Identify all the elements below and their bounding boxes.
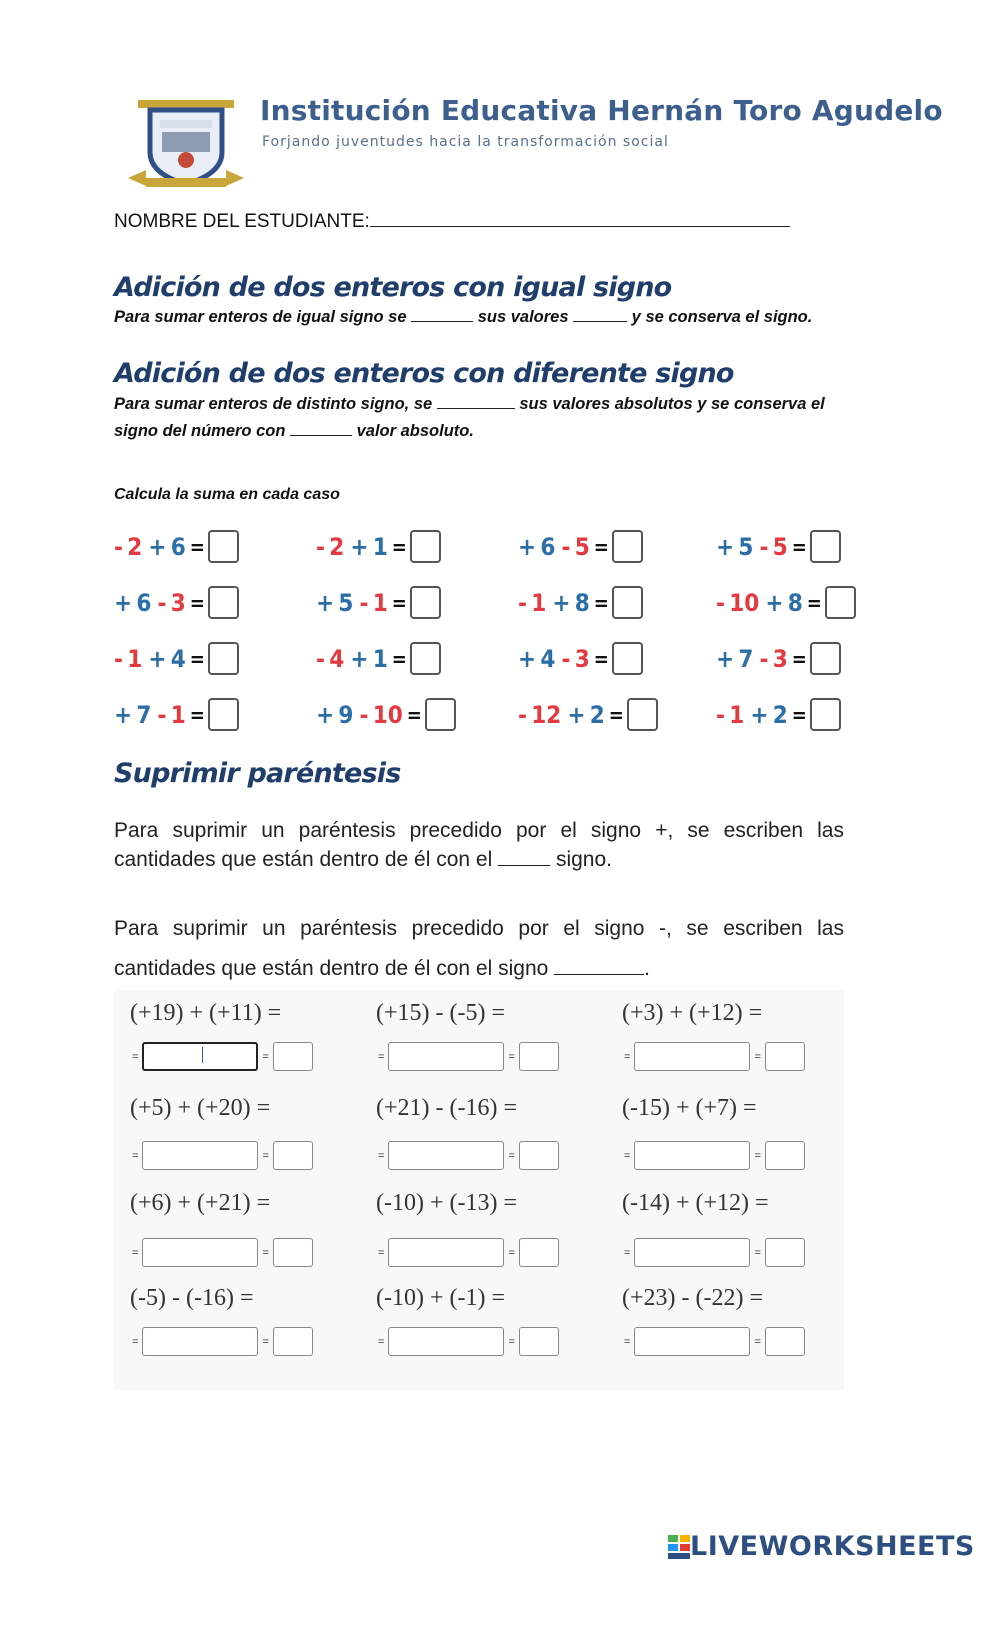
sum-term: + 4 xyxy=(148,644,186,673)
equals-sign: = xyxy=(806,590,822,615)
sum-exercise xyxy=(316,586,441,619)
sum-term: + 4 xyxy=(518,644,556,673)
equals-sign: = xyxy=(189,702,205,727)
equals-sign: = xyxy=(508,1050,515,1063)
answer-box[interactable] xyxy=(627,698,658,731)
answer-row xyxy=(374,1238,559,1267)
expanded-answer-input[interactable] xyxy=(142,1327,258,1356)
result-answer-input[interactable] xyxy=(765,1042,805,1071)
sum-term: + 7 xyxy=(716,644,754,673)
equals-sign: = xyxy=(593,534,609,559)
sum-term: + 8 xyxy=(765,588,803,617)
sum-exercise xyxy=(114,642,239,675)
answer-row xyxy=(128,1327,313,1356)
sum-exercise xyxy=(716,530,841,563)
answer-row xyxy=(128,1042,313,1071)
section2-title: Adición de dos enteros con diferente signo xyxy=(114,358,734,389)
parenthesis-expression: (+5) + (+20) = xyxy=(130,1095,271,1121)
expanded-answer-input[interactable] xyxy=(634,1327,750,1356)
answer-row xyxy=(128,1141,313,1170)
equals-sign: = xyxy=(508,1246,515,1259)
sum-exercise xyxy=(316,698,456,731)
sum-exercise xyxy=(518,698,658,731)
section3-title: Suprimir paréntesis xyxy=(114,758,401,789)
expanded-answer-input[interactable] xyxy=(388,1238,504,1267)
result-answer-input[interactable] xyxy=(765,1327,805,1356)
expanded-answer-input[interactable] xyxy=(634,1042,750,1071)
blank-2[interactable] xyxy=(573,307,627,322)
student-name-field xyxy=(114,210,790,233)
section3-para2-a: Para suprimir un paréntesis precedido por el signo -, se escriben las cantidades que están dentro de él con el signo xyxy=(114,917,844,980)
answer-box[interactable] xyxy=(810,530,841,563)
equals-sign: = xyxy=(624,1246,631,1259)
section1-text-a: Para sumar enteros de igual signo se xyxy=(114,308,412,326)
parenthesis-expression: (-15) + (+7) = xyxy=(622,1095,757,1121)
sum-term: - 2 xyxy=(114,532,143,561)
section3-para1-b: signo. xyxy=(550,848,612,871)
sum-term: - 12 xyxy=(518,700,562,729)
sum-exercise xyxy=(316,530,441,563)
equals-sign: = xyxy=(593,590,609,615)
answer-box[interactable] xyxy=(612,530,643,563)
equals-sign: = xyxy=(791,702,807,727)
answer-row xyxy=(374,1042,559,1071)
expanded-answer-input[interactable] xyxy=(142,1042,258,1071)
result-answer-input[interactable] xyxy=(273,1141,313,1170)
section1-text-b: sus valores xyxy=(473,308,574,326)
equals-sign: = xyxy=(189,534,205,559)
equals-sign: = xyxy=(378,1335,385,1348)
result-answer-input[interactable] xyxy=(765,1141,805,1170)
parenthesis-expression: (+19) + (+11) = xyxy=(130,1000,282,1026)
equals-sign: = xyxy=(624,1335,631,1348)
section2-text-d: valor absoluto. xyxy=(352,422,474,440)
parenthesis-expression: (-10) + (-13) = xyxy=(376,1190,518,1216)
answer-row xyxy=(620,1327,805,1356)
sum-term: + 1 xyxy=(350,644,388,673)
answer-box[interactable] xyxy=(612,586,643,619)
sum-term: - 5 xyxy=(561,532,590,561)
parenthesis-expression: (-14) + (+12) = xyxy=(622,1190,769,1216)
sum-term: - 1 xyxy=(359,588,388,617)
sum-term: + 9 xyxy=(316,700,354,729)
institution-motto: Forjando juventudes hacia la transformación social xyxy=(262,134,669,150)
equals-sign: = xyxy=(132,1335,139,1348)
sum-exercise xyxy=(716,642,841,675)
answer-box[interactable] xyxy=(825,586,856,619)
equals-sign: = xyxy=(754,1149,761,1162)
equals-sign: = xyxy=(132,1149,139,1162)
result-answer-input[interactable] xyxy=(765,1238,805,1267)
student-name-line[interactable] xyxy=(370,210,790,227)
sum-exercise xyxy=(716,586,856,619)
liveworksheets-logo-icon xyxy=(668,1535,690,1559)
sum-exercise xyxy=(114,586,239,619)
sum-exercise xyxy=(114,698,239,731)
sum-term: - 10 xyxy=(716,588,760,617)
answer-row xyxy=(620,1042,805,1071)
section1-text-c: y se conserva el signo. xyxy=(627,308,813,326)
student-name-label: NOMBRE DEL ESTUDIANTE: xyxy=(114,211,370,232)
sum-term: - 3 xyxy=(561,644,590,673)
parenthesis-expression: (-5) - (-16) = xyxy=(130,1285,254,1311)
answer-row xyxy=(374,1141,559,1170)
section2-text-line2 xyxy=(114,421,474,441)
result-answer-input[interactable] xyxy=(273,1327,313,1356)
institution-name: Institución Educativa Hernán Toro Agudelo xyxy=(260,94,943,127)
sum-exercise xyxy=(316,642,441,675)
sum-term: - 1 xyxy=(157,700,186,729)
equals-sign: = xyxy=(189,646,205,671)
sum-term: + 6 xyxy=(518,532,556,561)
answer-box[interactable] xyxy=(208,586,239,619)
answer-box[interactable] xyxy=(810,698,841,731)
answer-box[interactable] xyxy=(208,698,239,731)
equals-sign: = xyxy=(378,1149,385,1162)
section2-text-line1 xyxy=(114,394,825,414)
sum-exercise xyxy=(518,530,643,563)
equals-sign: = xyxy=(262,1335,269,1348)
sum-term: + 5 xyxy=(716,532,754,561)
sum-term: - 1 xyxy=(114,644,143,673)
expanded-answer-input[interactable] xyxy=(142,1141,258,1170)
section2-text-a: Para sumar enteros de distinto signo, se xyxy=(114,395,437,413)
sum-exercise xyxy=(716,698,841,731)
equals-sign: = xyxy=(754,1335,761,1348)
equals-sign: = xyxy=(262,1246,269,1259)
sum-exercise xyxy=(114,530,239,563)
section3-para1-a: Para suprimir un paréntesis precedido por el signo +, se escriben las cantidades que están dentro de él con el xyxy=(114,819,844,871)
answer-box[interactable] xyxy=(410,586,441,619)
section3-para2-b: . xyxy=(644,957,650,980)
result-answer-input[interactable] xyxy=(273,1042,313,1071)
sum-term: - 3 xyxy=(759,644,788,673)
section3-paragraph1 xyxy=(114,816,844,874)
sum-term: - 2 xyxy=(316,532,345,561)
parenthesis-expression: (+15) - (-5) = xyxy=(376,1000,506,1026)
equals-sign: = xyxy=(624,1050,631,1063)
answer-row xyxy=(620,1238,805,1267)
result-answer-input[interactable] xyxy=(519,1327,559,1356)
sum-term: - 1 xyxy=(518,588,547,617)
sum-term: + 2 xyxy=(567,700,605,729)
parenthesis-expression: (+3) + (+12) = xyxy=(622,1000,763,1026)
parenthesis-expression: (-10) + (-1) = xyxy=(376,1285,506,1311)
equals-sign: = xyxy=(391,590,407,615)
equals-sign: = xyxy=(593,646,609,671)
expanded-answer-input[interactable] xyxy=(634,1238,750,1267)
answer-box[interactable] xyxy=(208,642,239,675)
sum-term: + 6 xyxy=(148,532,186,561)
expanded-answer-input[interactable] xyxy=(388,1327,504,1356)
blank-3[interactable] xyxy=(437,394,515,409)
answer-box[interactable] xyxy=(810,642,841,675)
equals-sign: = xyxy=(378,1246,385,1259)
equals-sign: = xyxy=(391,646,407,671)
sum-term: + 5 xyxy=(316,588,354,617)
equals-sign: = xyxy=(391,534,407,559)
expanded-answer-input[interactable] xyxy=(388,1042,504,1071)
equals-sign: = xyxy=(132,1246,139,1259)
sum-term: + 1 xyxy=(350,532,388,561)
equals-sign: = xyxy=(754,1050,761,1063)
equals-sign: = xyxy=(608,702,624,727)
section1-text xyxy=(114,307,812,327)
blank-4[interactable] xyxy=(290,421,352,436)
equals-sign: = xyxy=(508,1149,515,1162)
result-answer-input[interactable] xyxy=(519,1238,559,1267)
result-answer-input[interactable] xyxy=(273,1238,313,1267)
equals-sign: = xyxy=(508,1335,515,1348)
sum-term: - 3 xyxy=(157,588,186,617)
equals-sign: = xyxy=(132,1050,139,1063)
equals-sign: = xyxy=(378,1050,385,1063)
footer-brand xyxy=(668,1531,975,1562)
sum-term: + 6 xyxy=(114,588,152,617)
answer-box[interactable] xyxy=(425,698,456,731)
answer-box[interactable] xyxy=(410,530,441,563)
equals-sign: = xyxy=(791,534,807,559)
equals-sign: = xyxy=(791,646,807,671)
equals-sign: = xyxy=(624,1149,631,1162)
result-answer-input[interactable] xyxy=(519,1042,559,1071)
blank-5[interactable] xyxy=(498,851,550,866)
equals-sign: = xyxy=(262,1149,269,1162)
section1-title: Adición de dos enteros con igual signo xyxy=(114,272,672,303)
expanded-answer-input[interactable] xyxy=(388,1141,504,1170)
expanded-answer-input[interactable] xyxy=(634,1141,750,1170)
answer-box[interactable] xyxy=(612,642,643,675)
blank-1[interactable] xyxy=(411,307,473,322)
equals-sign: = xyxy=(262,1050,269,1063)
section2-text-b: sus valores absolutos y se conserva el xyxy=(514,395,825,413)
parenthesis-expression: (+21) - (-16) = xyxy=(376,1095,518,1121)
section2-text-c: signo del número con xyxy=(114,422,291,440)
blank-6[interactable] xyxy=(554,960,644,975)
text-cursor xyxy=(202,1047,203,1063)
answer-box[interactable] xyxy=(410,642,441,675)
equals-sign: = xyxy=(754,1246,761,1259)
exercise1-instruction: Calcula la suma en cada caso xyxy=(114,486,340,503)
sum-term: - 4 xyxy=(316,644,345,673)
sum-term: + 8 xyxy=(552,588,590,617)
sum-exercise xyxy=(518,642,643,675)
answer-box[interactable] xyxy=(208,530,239,563)
school-logo xyxy=(128,98,244,190)
sum-term: - 5 xyxy=(759,532,788,561)
equals-sign: = xyxy=(189,590,205,615)
parenthesis-expression: (+6) + (+21) = xyxy=(130,1190,271,1216)
sum-exercise xyxy=(518,586,643,619)
expanded-answer-input[interactable] xyxy=(142,1238,258,1267)
answer-row xyxy=(128,1238,313,1267)
sum-term: + 7 xyxy=(114,700,152,729)
equals-sign: = xyxy=(406,702,422,727)
parenthesis-expression: (+23) - (-22) = xyxy=(622,1285,764,1311)
sum-term: - 1 xyxy=(716,700,745,729)
answer-row xyxy=(620,1141,805,1170)
sum-term: - 10 xyxy=(359,700,403,729)
brand-name: LIVEWORKSHEETS xyxy=(690,1531,975,1562)
answer-row xyxy=(374,1327,559,1356)
sum-term: + 2 xyxy=(750,700,788,729)
result-answer-input[interactable] xyxy=(519,1141,559,1170)
section3-paragraph2 xyxy=(114,909,844,989)
